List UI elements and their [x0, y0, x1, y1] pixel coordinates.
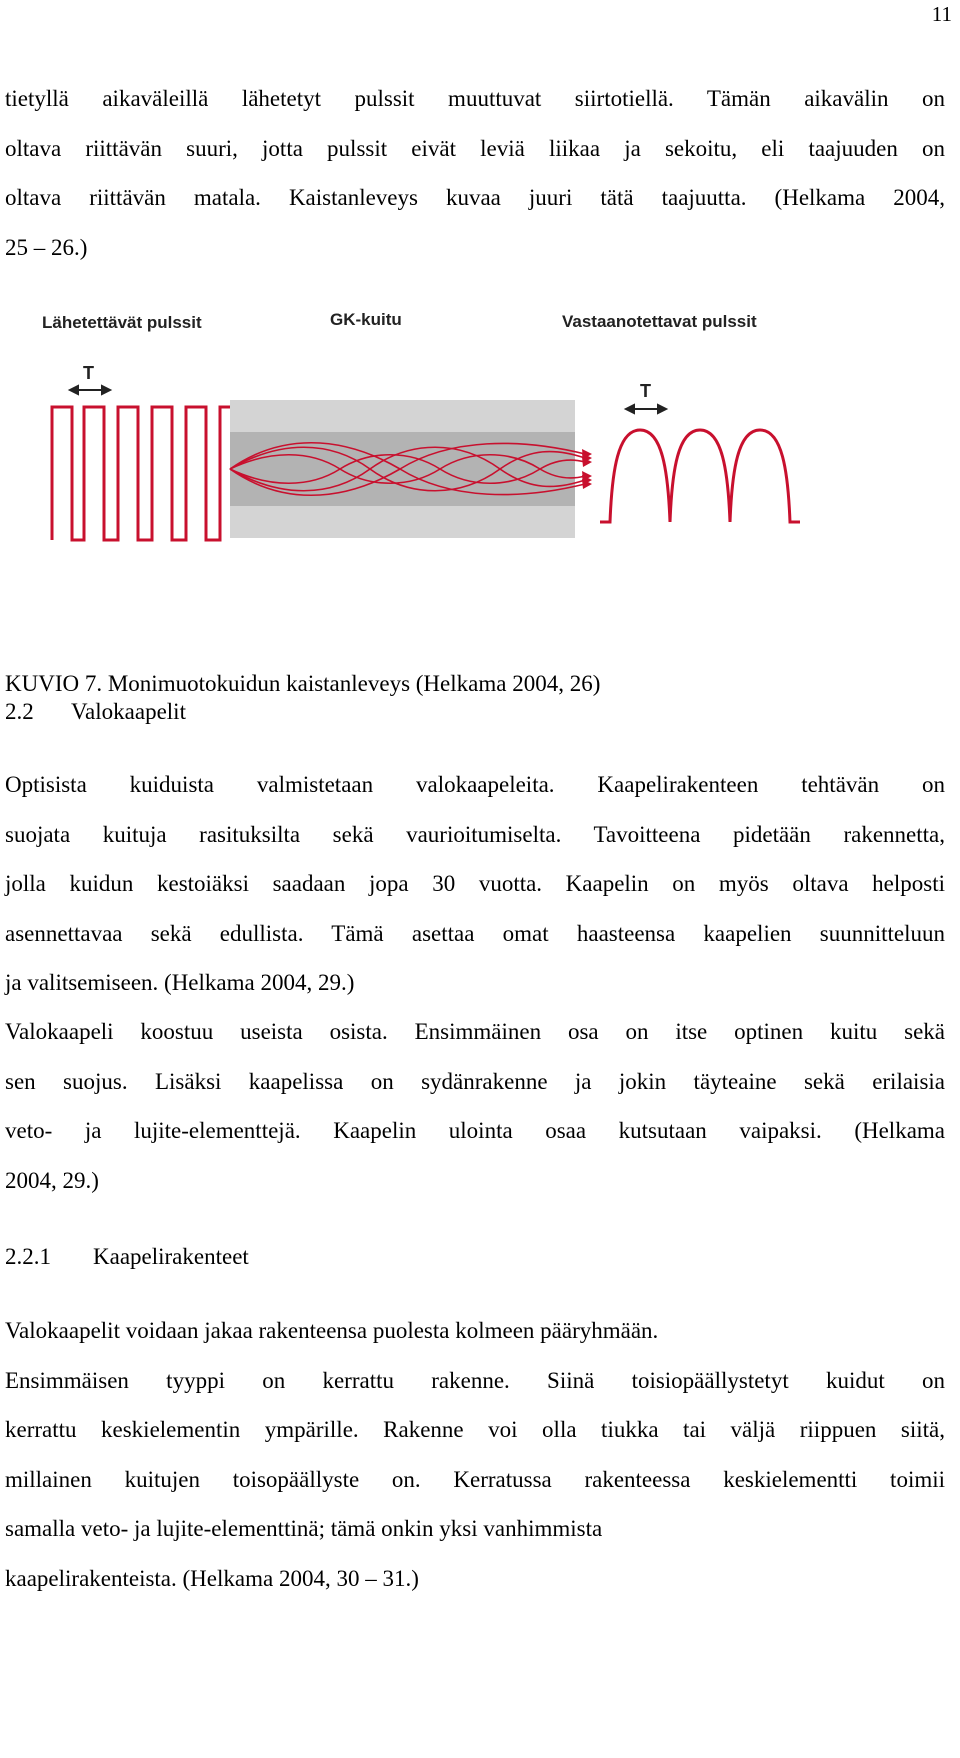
- double-arrow-icon: [626, 405, 666, 413]
- arrow-heads: [582, 449, 592, 489]
- text-line: Valokaapelit voidaan jakaa rakenteensa puolesta kolmeen pääryhmään.: [5, 1318, 659, 1343]
- section-number: 2.2: [5, 699, 34, 724]
- sent-pulse-train: [52, 407, 230, 540]
- text-line: Ensimmäisen tyyppi on kerrattu rakenne. Siinä toisiopäällystetyt kuidut on: [5, 1367, 945, 1393]
- text-line: Valokaapeli koostuu useista osista. Ensimmäinen osa on itse optinen kuitu sekä: [5, 1019, 945, 1044]
- text-line: tietyllä aikaväleillä lähetetyt pulssit muuttuvat siirtotiellä. Tämän aikavälin on: [5, 86, 945, 111]
- fiber-core: [230, 432, 575, 506]
- received-pulse-train: [600, 430, 800, 522]
- text-line: Optisista kuiduista valmistetaan valokaapeleita. Kaapelirakenteen tehtävän on: [5, 772, 945, 797]
- text-line: jolla kuidun kestoiäksi saadaan jopa 30 vuotta. Kaapelin on myös oltava helposti: [5, 871, 945, 896]
- text-line: kerrattu keskielementin ympärille. Rakenne voi olla tiukka tai väljä riippuen siitä,: [5, 1417, 945, 1442]
- subsection-heading: [5, 1244, 249, 1270]
- label-fiber: GK-kuitu: [330, 310, 402, 329]
- subsection-title: Kaapelirakenteet: [93, 1244, 249, 1269]
- page-number: 11: [931, 2, 952, 26]
- text-line: sen suojus. Lisäksi kaapelissa on sydänrakenne ja jokin täyteaine sekä erilaisia: [5, 1068, 945, 1094]
- figure-caption: KUVIO 7. Monimuotokuidun kaistanleveys (Helkama 2004, 26): [5, 671, 601, 696]
- paragraph-intro: [5, 74, 945, 272]
- period-label-sent: T: [83, 363, 94, 383]
- text-line: suojata kuituja rasituksilta sekä vaurioitumiselta. Tavoitteena pidetään rakennetta,: [5, 821, 945, 847]
- text-line: 25 – 26.): [5, 234, 88, 260]
- figure-bandwidth-diagram: [40, 300, 880, 560]
- period-label-received: T: [640, 381, 651, 401]
- text-line: 2004, 29.): [5, 1167, 99, 1193]
- label-received-pulses: Vastaanotettavat pulssit: [562, 312, 757, 331]
- section-title: Valokaapelit: [71, 699, 186, 724]
- text-line: ja valitsemiseen. (Helkama 2004, 29.): [5, 970, 355, 995]
- paragraph: [5, 1007, 945, 1205]
- subsection-number: 2.2.1: [5, 1244, 51, 1269]
- paragraph: [5, 760, 945, 1008]
- text-line: oltava riittävän matala. Kaistanleveys kuvaa juuri tätä taajuutta. (Helkama 2004,: [5, 185, 945, 210]
- text-line: oltava riittävän suuri, jotta pulssit eivät leviä liikaa ja sekoitu, eli taajuuden on: [5, 135, 945, 161]
- text-line: samalla veto- ja lujite-elementtinä; tämä onkin yksi vanhimmista: [5, 1516, 603, 1541]
- double-arrow-icon: [70, 386, 110, 394]
- text-line: kaapelirakenteista. (Helkama 2004, 30 – 31.): [5, 1565, 419, 1591]
- text-line: asennettavaa sekä edullista. Tämä asettaa omat haasteensa kaapelien suunnitteluun: [5, 920, 945, 946]
- paragraph: [5, 1306, 945, 1603]
- text-line: veto- ja lujite-elementtejä. Kaapelin ulointa osaa kutsutaan vaipaksi. (Helkama: [5, 1118, 945, 1143]
- label-sent-pulses: Lähetettävät pulssit: [42, 313, 202, 332]
- section-heading: [5, 699, 186, 725]
- text-line: millainen kuitujen toisopäällyste on. Kerratussa rakenteessa keskielementti toimii: [5, 1466, 945, 1492]
